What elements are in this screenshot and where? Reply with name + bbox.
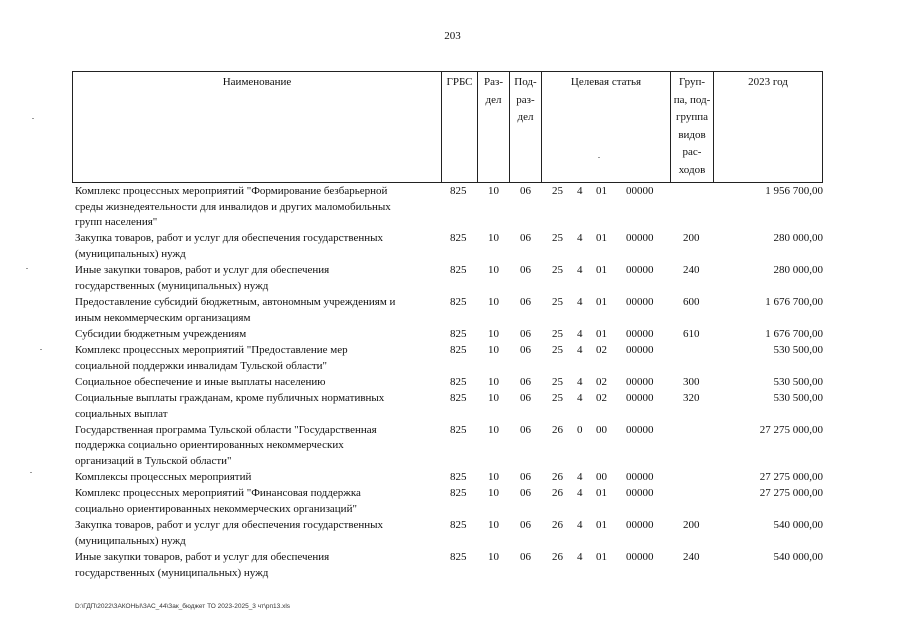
row-t2: 4 xyxy=(577,264,583,277)
row-t4: 00000 xyxy=(626,296,654,308)
row-t2: 4 xyxy=(577,185,583,197)
row-podrazdel: 06 xyxy=(520,471,531,484)
row-sum: 27 275 000,00 xyxy=(759,423,823,436)
row-t4: 00000 xyxy=(626,392,654,404)
row-t3: 02 xyxy=(596,375,607,388)
row-podrazdel: 06 xyxy=(520,185,531,197)
header-vr: Груп- па, под- группа видов рас- ходов xyxy=(671,72,714,182)
row-t3: 02 xyxy=(596,344,607,356)
row-t3: 01 xyxy=(596,487,607,500)
row-name-line: Комплексы процессных мероприятий xyxy=(75,471,252,484)
row-podrazdel: 06 xyxy=(520,551,531,563)
row-vr: 300 xyxy=(683,375,700,388)
row-t4: 00000 xyxy=(626,344,654,356)
row-name xyxy=(75,231,440,262)
row-podrazdel: 06 xyxy=(520,264,531,277)
row-razdel: 10 xyxy=(488,327,499,340)
row-t2: 4 xyxy=(577,296,583,308)
row-t2: 4 xyxy=(577,471,583,484)
row-t3: 01 xyxy=(596,327,607,340)
row-name xyxy=(75,423,440,470)
row-name-line: Предоставление субсидий бюджетным, автономным учреждениям и xyxy=(75,296,396,308)
row-grbs: 825 xyxy=(450,185,467,197)
row-name-line: групп населения" xyxy=(75,216,158,229)
row-t2: 4 xyxy=(577,392,583,404)
row-razdel: 10 xyxy=(488,185,499,197)
row-t4: 00000 xyxy=(626,375,654,388)
row-podrazdel: 06 xyxy=(520,487,531,500)
row-name-line: Субсидии бюджетным учреждениям xyxy=(75,327,247,340)
row-razdel: 10 xyxy=(488,296,499,308)
row-t1: 26 xyxy=(552,519,563,532)
row-t2: 4 xyxy=(577,344,583,356)
row-name xyxy=(75,518,440,549)
row-razdel: 10 xyxy=(488,423,499,436)
row-vr: 320 xyxy=(683,392,700,404)
row-name-line: социальных выплат xyxy=(75,407,168,420)
row-t4: 00000 xyxy=(626,232,654,245)
row-t1: 26 xyxy=(552,423,563,436)
header-podrazdel: Под- раз- дел xyxy=(510,72,542,182)
row-name xyxy=(75,391,440,422)
row-t1: 26 xyxy=(552,471,563,484)
row-t1: 25 xyxy=(552,375,563,388)
row-name-line: государственных (муниципальных) нужд xyxy=(75,566,269,579)
row-t1: 25 xyxy=(552,327,563,340)
row-grbs: 825 xyxy=(450,471,467,484)
row-vr: 610 xyxy=(683,327,700,340)
row-podrazdel: 06 xyxy=(520,392,531,404)
row-grbs: 825 xyxy=(450,423,467,436)
row-name-line: Социальные выплаты гражданам, кроме публичных нормативных xyxy=(75,392,385,404)
row-t4: 00000 xyxy=(626,185,654,197)
row-t3: 01 xyxy=(596,551,607,563)
row-name-line: поддержка социально ориентированных некоммерческих xyxy=(75,439,344,452)
row-sum: 530 500,00 xyxy=(773,344,823,356)
row-grbs: 825 xyxy=(450,296,467,308)
row-name-line: Иные закупки товаров, работ и услуг для обеспечения xyxy=(75,264,330,277)
row-grbs: 825 xyxy=(450,232,467,245)
row-sum: 540 000,00 xyxy=(773,519,823,532)
row-name xyxy=(75,486,440,517)
row-t3: 02 xyxy=(596,392,607,404)
row-t3: 01 xyxy=(596,519,607,532)
row-razdel: 10 xyxy=(488,519,499,532)
row-t1: 25 xyxy=(552,344,563,356)
row-sum: 530 500,00 xyxy=(773,375,823,388)
row-sum: 1 956 700,00 xyxy=(765,185,823,197)
row-t4: 00000 xyxy=(626,327,654,340)
row-sum: 530 500,00 xyxy=(773,392,823,404)
row-vr: 240 xyxy=(683,264,700,277)
row-grbs: 825 xyxy=(450,327,467,340)
row-name-line: Комплекс процессных мероприятий "Финансовая поддержка xyxy=(75,487,361,500)
row-t1: 25 xyxy=(552,392,563,404)
row-t3: 01 xyxy=(596,264,607,277)
row-podrazdel: 06 xyxy=(520,375,531,388)
row-name xyxy=(75,184,440,231)
row-name-line: Закупка товаров, работ и услуг для обеспечения государственных xyxy=(75,519,384,532)
row-t4: 00000 xyxy=(626,551,654,563)
row-t3: 01 xyxy=(596,185,607,197)
row-vr: 600 xyxy=(683,296,700,308)
row-t1: 25 xyxy=(552,232,563,245)
row-t2: 0 xyxy=(577,423,583,436)
row-name-line: (муниципальных) нужд xyxy=(75,247,186,260)
row-razdel: 10 xyxy=(488,392,499,404)
row-name xyxy=(75,327,440,343)
row-t3: 00 xyxy=(596,423,607,436)
footer-file-path: D:\ГДП\2022\ЗАКОНЫ\ЗАС_44\Зак_бюджет ТО 2023-2025_3 чт\рп13.xls xyxy=(75,603,291,610)
row-podrazdel: 06 xyxy=(520,519,531,532)
row-name xyxy=(75,550,440,581)
row-razdel: 10 xyxy=(488,264,499,277)
row-t3: 01 xyxy=(596,232,607,245)
row-name xyxy=(75,295,440,326)
row-grbs: 825 xyxy=(450,551,467,563)
row-t2: 4 xyxy=(577,551,583,563)
row-t1: 26 xyxy=(552,487,563,500)
row-grbs: 825 xyxy=(450,487,467,500)
row-t2: 4 xyxy=(577,327,583,340)
row-grbs: 825 xyxy=(450,375,467,388)
row-sum: 27 275 000,00 xyxy=(759,471,823,484)
row-name-line: иным некоммерческим организациям xyxy=(75,311,251,324)
row-t1: 25 xyxy=(552,185,563,197)
row-podrazdel: 06 xyxy=(520,344,531,356)
row-razdel: 10 xyxy=(488,375,499,388)
row-podrazdel: 06 xyxy=(520,423,531,436)
row-t4: 00000 xyxy=(626,519,654,532)
row-t4: 00000 xyxy=(626,487,654,500)
header-year: 2023 год xyxy=(748,76,788,88)
row-t2: 4 xyxy=(577,375,583,388)
row-name-line: Комплекс процессных мероприятий "Предоставление мер xyxy=(75,344,348,356)
row-name-line: социально ориентированных некоммерческих организаций" xyxy=(75,502,357,515)
row-t2: 4 xyxy=(577,487,583,500)
row-name-line: Социальное обеспечение и иные выплаты населению xyxy=(75,375,326,388)
row-name-line: Государственная программа Тульской области "Государственная xyxy=(75,423,377,436)
row-razdel: 10 xyxy=(488,551,499,563)
row-t4: 00000 xyxy=(626,423,654,436)
row-name xyxy=(75,375,440,391)
header-name: Наименование xyxy=(73,72,442,182)
row-grbs: 825 xyxy=(450,392,467,404)
row-name-line: (муниципальных) нужд xyxy=(75,534,186,547)
row-name xyxy=(75,263,440,294)
row-t4: 00000 xyxy=(626,471,654,484)
row-t4: 00000 xyxy=(626,264,654,277)
row-sum: 27 275 000,00 xyxy=(759,487,823,500)
row-name-line: среды жизнедеятельности для инвалидов и других маломобильных xyxy=(75,200,391,213)
row-t1: 25 xyxy=(552,296,563,308)
row-t1: 25 xyxy=(552,264,563,277)
row-grbs: 825 xyxy=(450,344,467,356)
row-vr: 240 xyxy=(683,551,700,563)
row-name xyxy=(75,470,440,486)
row-sum: 1 676 700,00 xyxy=(765,327,823,340)
row-t3: 01 xyxy=(596,296,607,308)
row-name-line: государственных (муниципальных) нужд xyxy=(75,279,269,292)
row-name-line: социальной поддержки инвалидам Тульской области" xyxy=(75,359,328,372)
row-razdel: 10 xyxy=(488,232,499,245)
header-grbs: ГРБС xyxy=(442,72,478,182)
row-podrazdel: 06 xyxy=(520,296,531,308)
row-name-line: Закупка товаров, работ и услуг для обеспечения государственных xyxy=(75,232,384,245)
row-razdel: 10 xyxy=(488,487,499,500)
row-grbs: 825 xyxy=(450,264,467,277)
row-razdel: 10 xyxy=(488,471,499,484)
row-podrazdel: 06 xyxy=(520,327,531,340)
page-number: 203 xyxy=(444,30,461,42)
row-vr: 200 xyxy=(683,232,700,245)
row-grbs: 825 xyxy=(450,519,467,532)
row-t1: 26 xyxy=(552,551,563,563)
row-t2: 4 xyxy=(577,519,583,532)
row-sum: 280 000,00 xyxy=(773,232,823,245)
header-target: Целевая статья xyxy=(542,72,671,182)
row-vr: 200 xyxy=(683,519,700,532)
row-name xyxy=(75,343,440,374)
row-podrazdel: 06 xyxy=(520,232,531,245)
row-t2: 4 xyxy=(577,232,583,245)
row-razdel: 10 xyxy=(488,344,499,356)
header-razdel: Раз- дел xyxy=(478,72,510,182)
row-name-line: организаций в Тульской области" xyxy=(75,454,232,467)
row-sum: 1 676 700,00 xyxy=(765,296,823,308)
row-sum: 540 000,00 xyxy=(773,551,823,563)
row-t3: 00 xyxy=(596,471,607,484)
row-sum: 280 000,00 xyxy=(773,264,823,277)
row-name-line: Комплекс процессных мероприятий "Формирование безбарьерной xyxy=(75,185,388,197)
row-name-line: Иные закупки товаров, работ и услуг для обеспечения xyxy=(75,551,330,563)
